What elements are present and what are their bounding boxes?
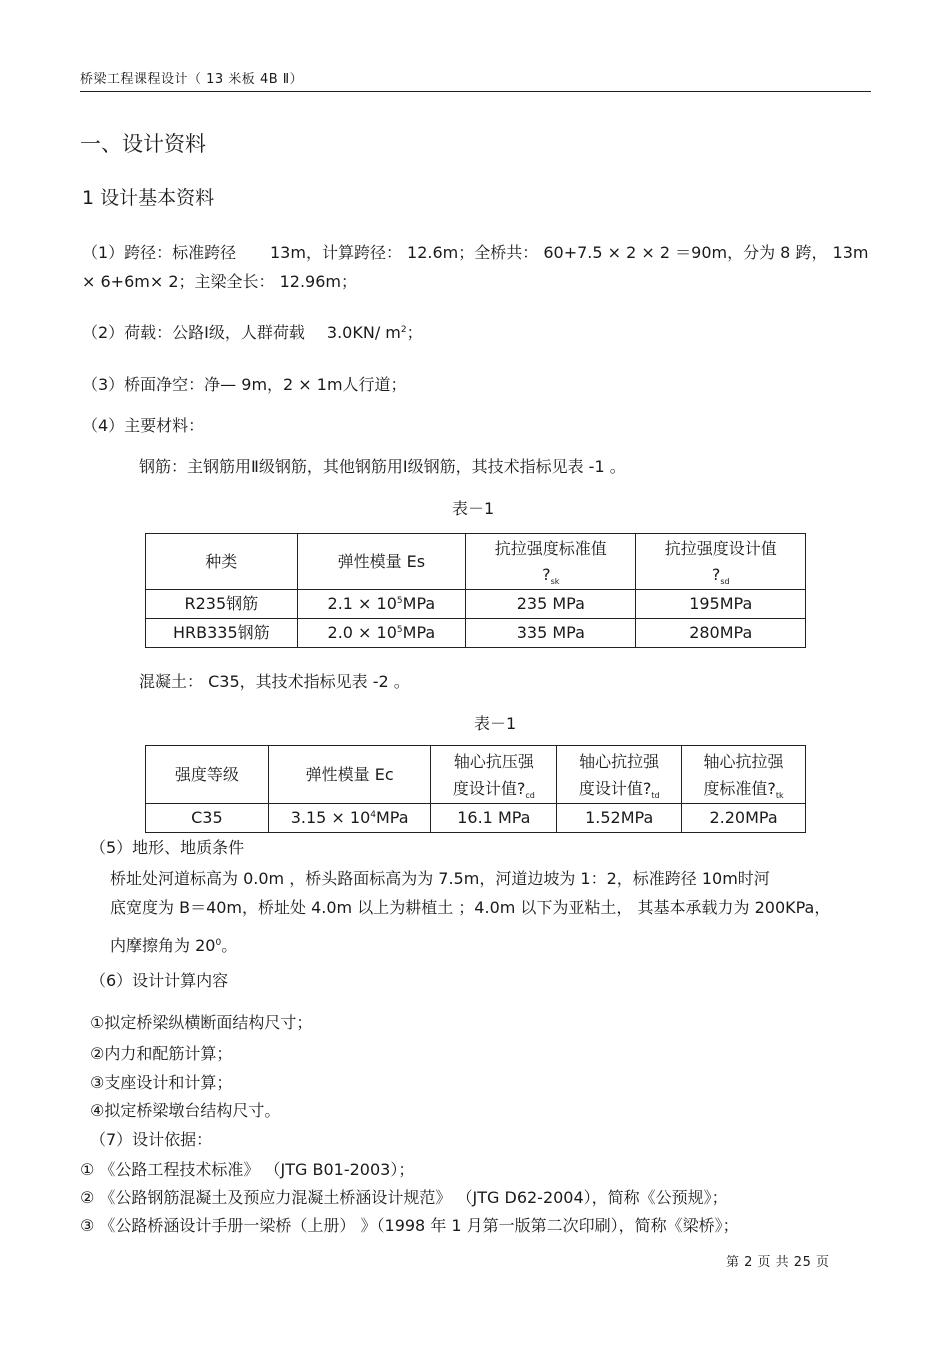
table-cell: $2.0 \times 10^5MPa$ <box>297 619 466 648</box>
table-row <box>146 804 806 833</box>
section-title: 一、设计资料 <box>80 132 206 156</box>
table-cell: 16.1 MPa <box>431 804 557 833</box>
span-label: （1）跨径：标准跨径 <box>82 243 237 262</box>
table-row <box>146 619 806 648</box>
materials-label: （4）主要材料： <box>82 416 205 435</box>
table-cell: 195MPa <box>636 590 806 619</box>
span-value: 13m，计算跨径： 12.6m；全桥共： 60+7.5 × 2 × 2 ＝90m，分为 8 跨， 13m <box>270 243 869 262</box>
table-cell: HRB335钢筋 <box>146 619 298 648</box>
load-item <box>82 320 423 343</box>
list-item: ①拟定桥梁纵横断面结构尺寸； <box>90 1013 313 1032</box>
load-label: （2）荷载：公路Ⅰ级，人群荷载 <box>82 323 305 342</box>
subsection-title: 1 设计基本资料 <box>82 187 215 209</box>
header-cell-text: 抗拉强度标准值 <box>494 538 607 558</box>
header-cell: 轴心抗压强 度设计值$?_{cd}$ <box>431 746 557 804</box>
header-rule <box>80 91 871 92</box>
clearance-item: （3）桥面净空：净— 9m，2 × 1m人行道； <box>82 375 407 394</box>
table-cell: R235钢筋 <box>146 590 298 619</box>
list-item: ① 《公路工程技术标准》 （JTG B01-2003）； <box>80 1160 415 1179</box>
header-cell: 轴心抗拉强 度设计值$?_{td}$ <box>557 746 682 804</box>
table-cell: 335 MPa <box>466 619 636 648</box>
list-item: ②内力和配筋计算； <box>90 1044 233 1063</box>
header-cell-symbol: $?_{sk}$ <box>542 564 560 586</box>
header-cell: 弹性模量 Es <box>297 534 466 590</box>
header-cell <box>636 534 806 590</box>
terrain-label: （5）地形、地质条件 <box>90 838 245 857</box>
table-cell: 2.20MPa <box>682 804 806 833</box>
table-cell: $3.15 \times 10^4MPa$ <box>268 804 431 833</box>
header-cell-symbol: $?_{sd}$ <box>711 564 730 586</box>
calc-label: （6）设计计算内容 <box>90 971 229 990</box>
table-header-row <box>146 534 806 590</box>
running-header: 桥梁工程课程设计（ 13 米板 4B Ⅱ） <box>80 72 304 87</box>
header-cell: 种类 <box>146 534 298 590</box>
header-cell: 轴心抗拉强 度标准值$?_{tk}$ <box>682 746 806 804</box>
terrain-line1: 桥址处河道标高为 0.0m ，桥头路面标高为为 7.5m，河道边坡为 1：2，标准跨径 10m时河 <box>110 869 770 888</box>
steel-text: 钢筋：主钢筋用Ⅱ级钢筋，其他钢筋用Ⅰ级钢筋，其技术指标见表 -1 。 <box>139 457 626 476</box>
concrete-text: 混凝土： C35，其技术指标见表 -2 。 <box>139 672 410 691</box>
table-cell: $2.1 \times 10^5MPa$ <box>297 590 466 619</box>
table-row <box>146 590 806 619</box>
page-number: 第 2 页 共 25 页 <box>726 1255 830 1270</box>
basis-label: （7）设计依据： <box>90 1130 213 1149</box>
load-unit-exponent: 2 <box>400 325 407 335</box>
load-value: 3.0KN/ m <box>326 323 401 342</box>
header-cell <box>466 534 636 590</box>
table-cell: 1.52MPa <box>557 804 682 833</box>
list-item: ② 《公路钢筋混凝土及预应力混凝土桥涵设计规范》 （JTG D62-2004），简称《公预规》； <box>80 1188 728 1207</box>
table-cell: 280MPa <box>636 619 806 648</box>
load-tail: ； <box>406 323 423 342</box>
span-line2: × 6+6m× 2；主梁全长： 12.96m； <box>82 272 357 291</box>
table-header-row <box>146 746 806 804</box>
list-item: ④拟定桥梁墩台结构尺寸。 <box>90 1101 281 1120</box>
table1-caption: 表－1 <box>452 499 495 518</box>
header-cell-text: 抗拉强度设计值 <box>664 538 777 558</box>
concrete-properties-table <box>145 745 806 833</box>
list-item: ③支座设计和计算； <box>90 1073 233 1092</box>
steel-properties-table <box>145 533 806 648</box>
table-cell: 235 MPa <box>466 590 636 619</box>
header-cell: 强度等级 <box>146 746 269 804</box>
table2-caption: 表－1 <box>474 714 517 733</box>
list-item: ③ 《公路桥涵设计手册一梁桥（上册） 》（1998 年 1 月第一版第二次印刷），简称《梁桥》； <box>80 1216 739 1235</box>
terrain-line3: 内摩擦角为 $20^0$。 <box>110 936 238 955</box>
header-cell: 弹性模量 Ec <box>268 746 431 804</box>
terrain-line2: 底宽度为 B＝40m，桥址处 4.0m 以上为耕植土 ；4.0m 以下为亚粘土， 其基本承载力为 200KPa， <box>110 898 831 917</box>
table-cell: C35 <box>146 804 269 833</box>
